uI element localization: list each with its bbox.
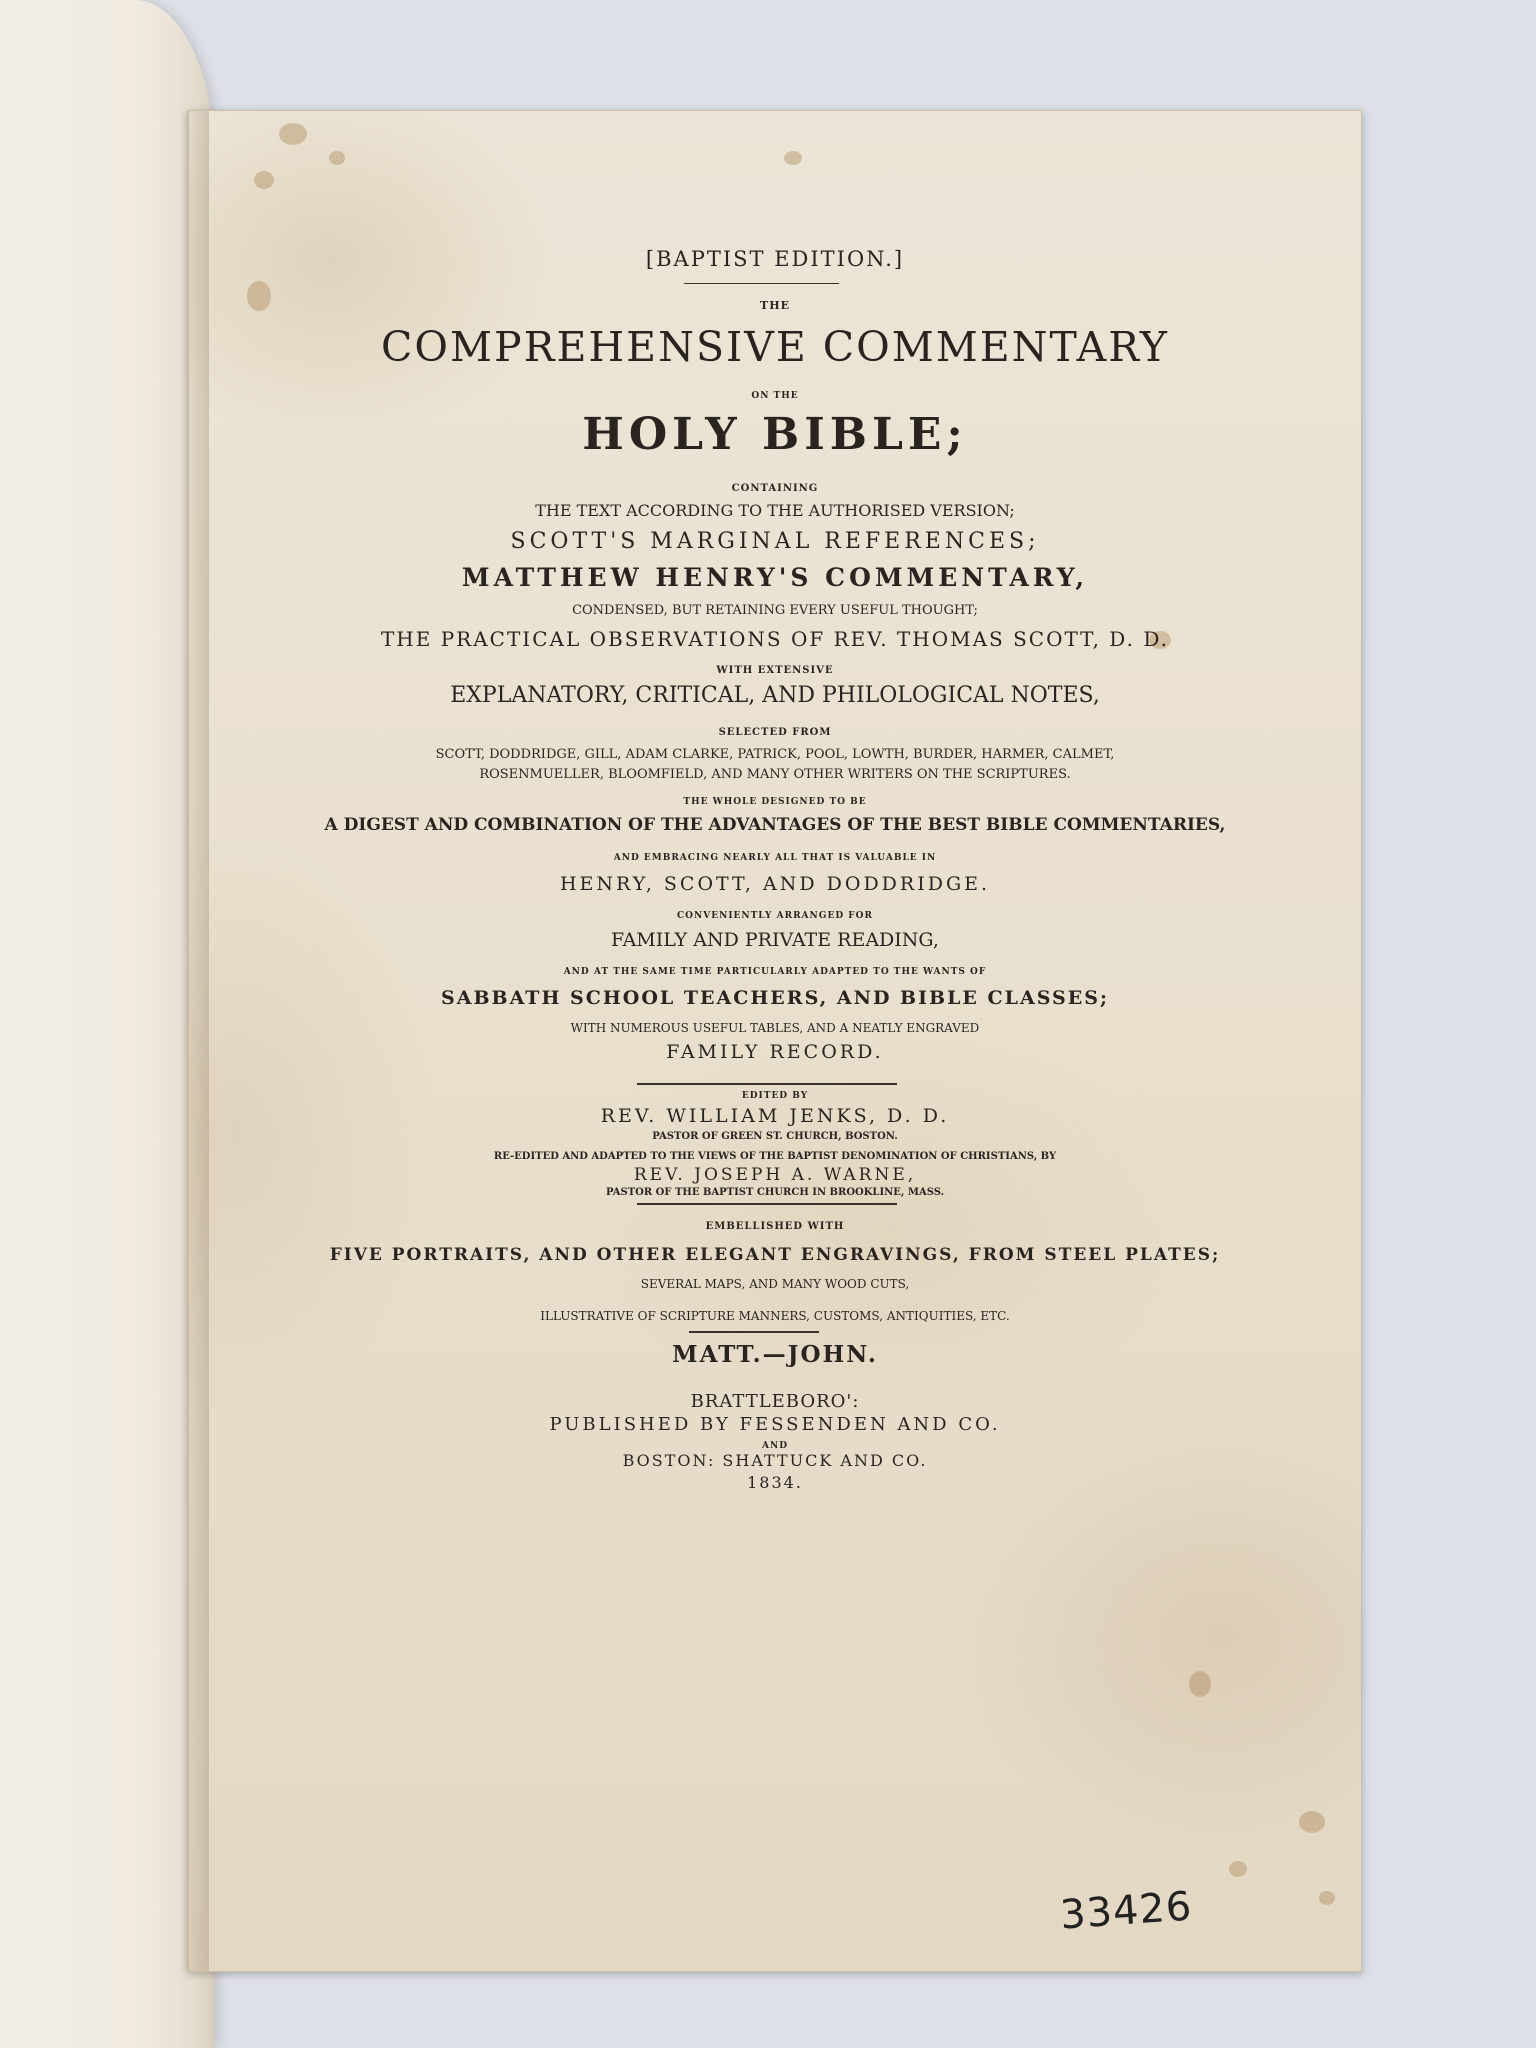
tables-line: WITH NUMEROUS USEFUL TABLES, AND A NEATLY ENGRAVED — [570, 1021, 980, 1035]
sabbath-line: SABBATH SCHOOL TEACHERS, AND BIBLE CLASSES; — [441, 987, 1109, 1009]
warne-pastor-line: PASTOR OF THE BAPTIST CHURCH IN BROOKLINE, MASS. — [605, 1187, 945, 1198]
embracing-label: AND EMBRACING NEARLY ALL THAT IS VALUABLE IN — [613, 853, 937, 863]
maps-line: SEVERAL MAPS, AND MANY WOOD CUTS, — [640, 1277, 910, 1291]
notes-line: EXPLANATORY, CRITICAL, AND PHILOLOGICAL NOTES, — [450, 683, 1100, 708]
portraits-line: FIVE PORTRAITS, AND OTHER ELEGANT ENGRAVINGS, FROM STEEL PLATES; — [329, 1245, 1221, 1265]
marginal-refs-line: SCOTT'S MARGINAL REFERENCES; — [510, 529, 1040, 554]
jenks-pastor-line: PASTOR OF GREEN ST. CHURCH, BOSTON. — [652, 1131, 898, 1142]
and-label: AND — [761, 1441, 788, 1451]
illustrative-line: ILLUSTRATIVE OF SCRIPTURE MANNERS, CUSTOMS, ANTIQUITIES, ETC. — [540, 1309, 1010, 1323]
edition-rule — [684, 283, 839, 284]
place-line: BRATTLEBORO': — [690, 1391, 860, 1412]
henry-scott-line: HENRY, SCOTT, AND DODDRIDGE. — [559, 873, 991, 895]
handwritten-inventory-number: 33426 — [1058, 1883, 1194, 1939]
title-page — [188, 110, 1362, 1972]
whole-designed-label: THE WHOLE DESIGNED TO BE — [683, 797, 867, 807]
foxing-spot — [784, 151, 802, 165]
containing-label: CONTAINING — [731, 483, 819, 494]
editor-top-rule — [637, 1083, 897, 1085]
conveniently-label: CONVENIENTLY ARRANGED FOR — [677, 911, 873, 921]
practical-obs-line: THE PRACTICAL OBSERVATIONS OF REV. THOMAS SCOTT, D. D. — [380, 627, 1170, 651]
volume-label: MATT.—JOHN. — [672, 1341, 878, 1368]
embellished-label: EMBELLISHED WITH — [705, 1221, 845, 1232]
digest-line: A DIGEST AND COMBINATION OF THE ADVANTAGES OF THE BEST BIBLE COMMENTARIES, — [324, 815, 1226, 835]
foxing-spot — [1189, 1671, 1211, 1697]
edited-by-label: EDITED BY — [741, 1091, 809, 1101]
foxing-spot — [254, 171, 274, 189]
writers-line-2: ROSENMUELLER, BLOOMFIELD, AND MANY OTHER WRITERS ON THE SCRIPTURES. — [479, 767, 1071, 782]
foxing-spot — [279, 123, 307, 145]
with-extensive-label: WITH EXTENSIVE — [716, 665, 834, 676]
main-title: COMPREHENSIVE COMMENTARY — [381, 323, 1169, 371]
holy-bible-title: HOLY BIBLE; — [582, 409, 968, 460]
volume-rule — [689, 1331, 819, 1333]
jenks-name: REV. WILLIAM JENKS, D. D. — [600, 1105, 950, 1127]
foxing-spot — [1319, 1891, 1335, 1905]
selected-from-label: SELECTED FROM — [718, 727, 832, 738]
foxing-spot — [1229, 1861, 1247, 1877]
foxing-spot — [1299, 1811, 1325, 1833]
foxing-spot — [329, 151, 345, 165]
editor-bottom-rule — [637, 1203, 897, 1205]
publisher-line: PUBLISHED BY FESSENDEN AND CO. — [549, 1414, 1001, 1435]
year-line: 1834. — [747, 1473, 803, 1492]
re-edited-line: RE-EDITED AND ADAPTED TO THE VIEWS OF THE BAPTIST DENOMINATION OF CHRISTIANS, BY — [493, 1151, 1057, 1162]
family-record-line: FAMILY RECORD. — [666, 1041, 884, 1063]
boston-line: BOSTON: SHATTUCK AND CO. — [622, 1451, 928, 1470]
writers-line-1: SCOTT, DODDRIDGE, GILL, ADAM CLARKE, PATRICK, POOL, LOWTH, BURDER, HARMER, CALMET, — [435, 747, 1115, 762]
the-label: THE — [760, 299, 790, 312]
on-the-label: ON THE — [751, 391, 799, 401]
condensed-line: CONDENSED, BUT RETAINING EVERY USEFUL THOUGHT; — [572, 603, 978, 618]
henry-commentary-line: MATTHEW HENRY'S COMMENTARY, — [461, 563, 1089, 592]
edition-label: [BAPTIST EDITION.] — [645, 247, 905, 271]
same-time-label: AND AT THE SAME TIME PARTICULARLY ADAPTED TO THE WANTS OF — [563, 967, 987, 977]
warne-name: REV. JOSEPH A. WARNE, — [633, 1165, 917, 1185]
family-reading-line: FAMILY AND PRIVATE READING, — [611, 929, 939, 951]
text-version-line: THE TEXT ACCORDING TO THE AUTHORISED VERSION; — [535, 501, 1015, 520]
